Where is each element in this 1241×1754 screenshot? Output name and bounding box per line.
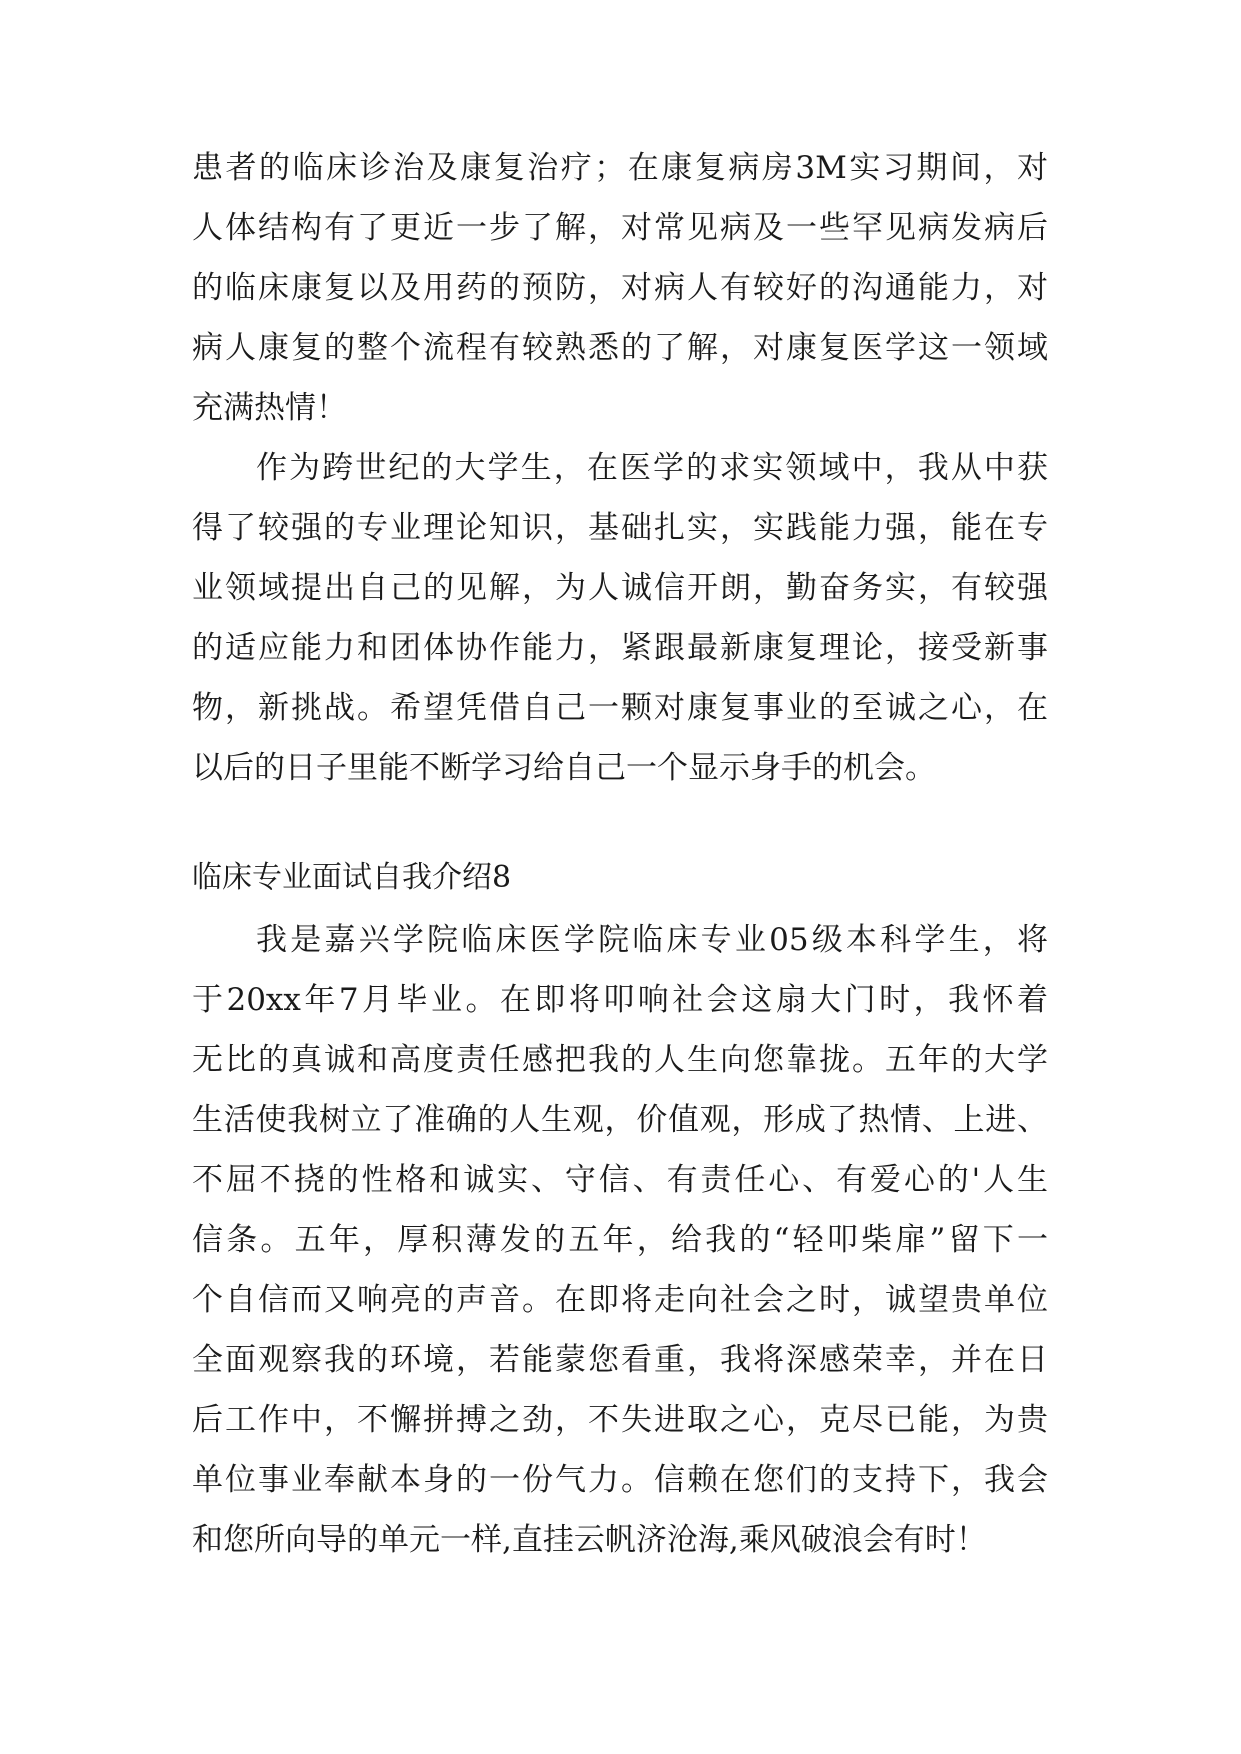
paragraph-line: 的临床康复以及用药的预防，对病人有较好的沟通能力，对	[192, 270, 1048, 306]
paragraph-line: 得了较强的专业理论知识，基础扎实，实践能力强，能在专	[192, 510, 1048, 546]
paragraph-line: 业领域提出自己的见解，为人诚信开朗，勤奋务实，有较强	[192, 570, 1048, 606]
paragraph-line: 不屈不挠的性格和诚实、守信、有责任心、有爱心的'人生	[192, 1162, 1048, 1198]
paragraph-line: 以后的日子里能不断学习给自己一个显示身手的机会。	[192, 750, 936, 786]
paragraph-line: 无比的真诚和高度责任感把我的人生向您靠拢。五年的大学	[192, 1042, 1048, 1078]
paragraph-line: 和您所向导的单元一样,直挂云帆济沧海,乘风破浪会有时！	[192, 1522, 987, 1558]
paragraph-line: 作为跨世纪的大学生，在医学的求实领域中，我从中获	[256, 450, 1048, 486]
paragraph-line: 全面观察我的环境，若能蒙您看重，我将深感荣幸，并在日	[192, 1342, 1048, 1378]
paragraph-line: 病人康复的整个流程有较熟悉的了解，对康复医学这一领域	[192, 330, 1048, 366]
paragraph-line: 的适应能力和团体协作能力，紧跟最新康复理论，接受新事	[192, 630, 1048, 666]
paragraph-line: 于20xx年7月毕业。在即将叩响社会这扇大门时，我怀着	[192, 982, 1048, 1018]
paragraph-line: 后工作中，不懈拼搏之劲，不失进取之心，克尽已能，为贵	[192, 1402, 1048, 1438]
paragraph-line: 单位事业奉献本身的一份气力。信赖在您们的支持下，我会	[192, 1462, 1048, 1498]
paragraph-line: 人体结构有了更近一步了解，对常见病及一些罕见病发病后	[192, 210, 1048, 246]
paragraph-line: 信条。五年，厚积薄发的五年，给我的“轻叩柴扉”留下一	[192, 1222, 1048, 1258]
paragraph-line: 患者的临床诊治及康复治疗；在康复病房3M实习期间，对	[192, 150, 1048, 186]
paragraph-line: 充满热情！	[192, 390, 347, 426]
paragraph-line: 物，新挑战。希望凭借自己一颗对康复事业的至诚之心，在	[192, 690, 1048, 726]
paragraph-line: 个自信而又响亮的声音。在即将走向社会之时，诚望贵单位	[192, 1282, 1048, 1318]
paragraph-line: 我是嘉兴学院临床医学院临床专业05级本科学生，将	[256, 922, 1048, 958]
section-heading: 临床专业面试自我介绍8	[192, 860, 512, 895]
paragraph-line: 生活使我树立了准确的人生观，价值观，形成了热情、上进、	[192, 1102, 1048, 1138]
